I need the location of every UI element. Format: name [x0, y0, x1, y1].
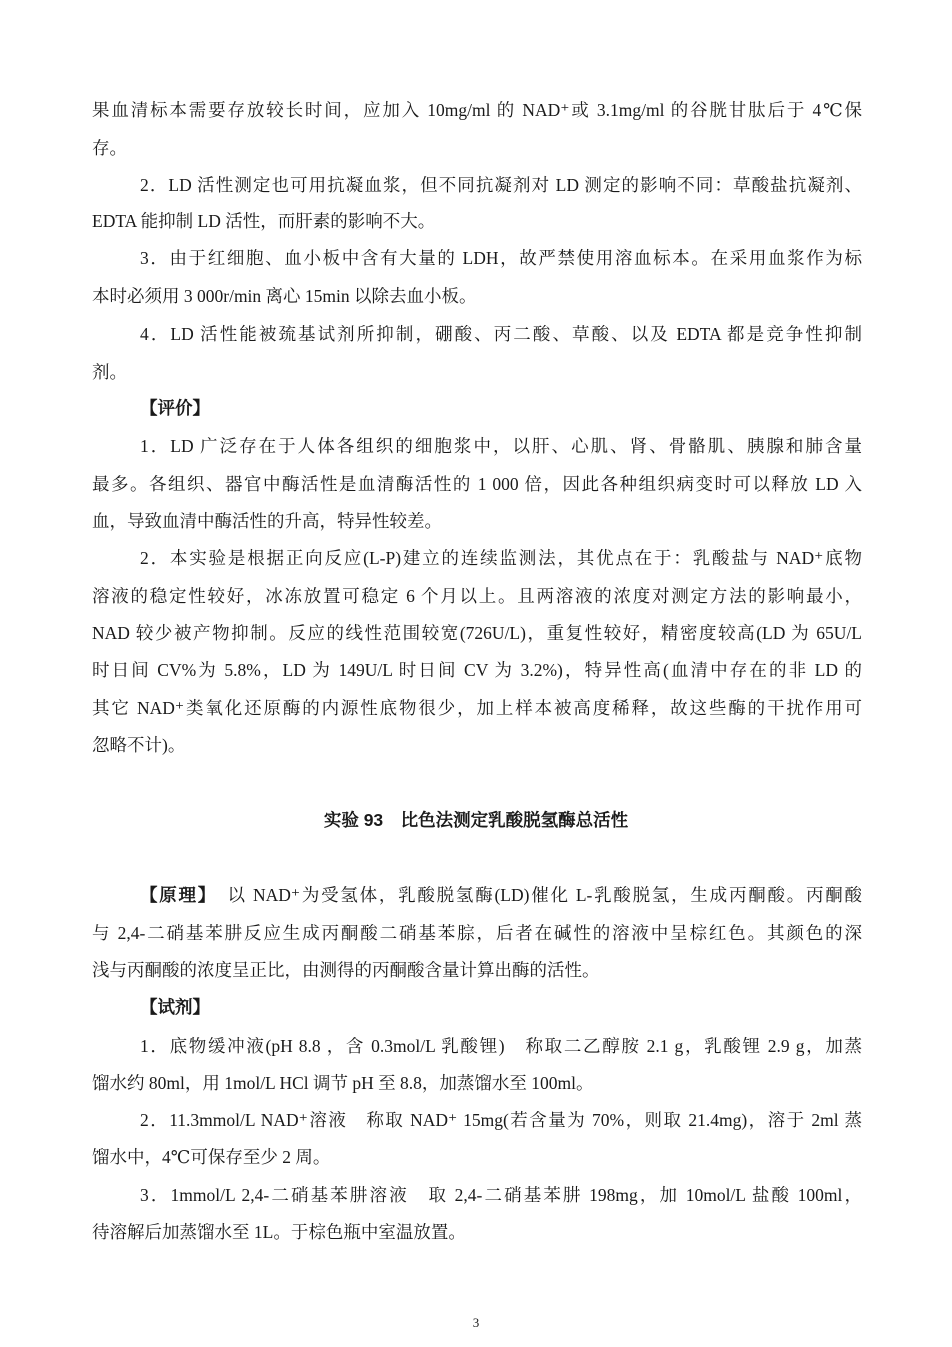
principle-text: 以 NAD⁺为受氢体，乳酸脱氢酶(LD)催化 L-乳酸脱氢，生成丙酮酸。丙酮酸: [208, 885, 862, 905]
principle-first-line: [140, 882, 862, 908]
text-line: 4．LD 活性能被巯基试剂所抑制，硼酸、丙二酸、草酸、以及 EDTA 都是竞争性抑制: [140, 324, 862, 344]
text-line: 忽略不计)。: [92, 735, 186, 755]
text-line: 馏水约 80ml，用 1mol/L HCl 调节 pH 至 8.8，加蒸馏水至 100ml。: [92, 1073, 594, 1093]
page-number: 3: [472, 1315, 480, 1330]
text-line: 3．由于红细胞、血小板中含有大量的 LDH，故严禁使用溶血标本。在采用血浆作为标: [140, 248, 862, 268]
text-line: 3．1mmol/L 2,4-二硝基苯肼溶液 取 2,4-二硝基苯肼 198mg，加 10mol/L 盐酸 100ml，: [140, 1185, 862, 1205]
text-line: 馏水中，4℃可保存至少 2 周。: [92, 1147, 331, 1167]
text-line: 2．11.3mmol/L NAD⁺溶液 称取 NAD⁺ 15mg(若含量为 70%，则取 21.4mg)，溶于 2ml 蒸: [140, 1110, 862, 1130]
text-line: 存。: [92, 138, 127, 158]
text-line: 1．底物缓冲液(pH 8.8 ，含 0.3mol/L 乳酸锂) 称取二乙醇胺 2.1 g，乳酸锂 2.9 g，加蒸: [140, 1036, 862, 1056]
text-line: 溶液的稳定性较好，冰冻放置可稳定 6 个月以上。且两溶液的浓度对测定方法的影响最小，: [92, 586, 862, 606]
evaluation-heading: 【评价】: [140, 398, 210, 418]
experiment-title: 实验 93 比色法测定乳酸脱氢酶总活性: [323, 810, 629, 830]
text-line: 与 2,4-二硝基苯肼反应生成丙酮酸二硝基苯腙，后者在碱性的溶液中呈棕红色。其颜色的深: [92, 923, 862, 943]
text-line: 2．本实验是根据正向反应(L-P)建立的连续监测法，其优点在于：乳酸盐与 NAD⁺底物: [140, 548, 862, 568]
text-line: 血，导致血清中酶活性的升高，特异性较差。: [92, 511, 442, 531]
principle-label: 【原理】: [140, 885, 209, 905]
text-line: 其它 NAD⁺类氧化还原酶的内源性底物很少，加上样本被高度稀释，故这些酶的干扰作用可: [92, 698, 862, 718]
text-line: 本时必须用 3 000r/min 离心 15min 以除去血小板。: [92, 286, 477, 306]
text-line: 剂。: [92, 362, 127, 382]
text-line: 时日间 CV%为 5.8%，LD 为 149U/L 时日间 CV 为 3.2%)，特异性高(血清中存在的非 LD 的: [92, 660, 862, 680]
text-line: EDTA 能抑制 LD 活性，而肝素的影响不大。: [92, 211, 436, 231]
text-line: 待溶解后加蒸馏水至 1L。于棕色瓶中室温放置。: [92, 1222, 466, 1242]
reagents-heading: 【试剂】: [140, 997, 210, 1017]
text-line: NAD 较少被产物抑制。反应的线性范围较宽(726U/L)，重复性较好，精密度较高(LD 为 65U/L: [92, 623, 862, 643]
text-line: 最多。各组织、器官中酶活性是血清酶活性的 1 000 倍，因此各种组织病变时可以释放 LD 入: [92, 474, 862, 494]
text-line: 果血清标本需要存放较长时间，应加入 10mg/ml 的 NAD⁺或 3.1mg/ml 的谷胱甘肽后于 4℃保: [92, 100, 862, 120]
text-line: 1．LD 广泛存在于人体各组织的细胞浆中，以肝、心肌、肾、骨骼肌、胰腺和肺含量: [140, 436, 862, 456]
text-line: 浅与丙酮酸的浓度呈正比，由测得的丙酮酸含量计算出酶的活性。: [92, 960, 600, 980]
text-line: 2．LD 活性测定也可用抗凝血浆，但不同抗凝剂对 LD 测定的影响不同：草酸盐抗凝剂、: [140, 175, 862, 195]
